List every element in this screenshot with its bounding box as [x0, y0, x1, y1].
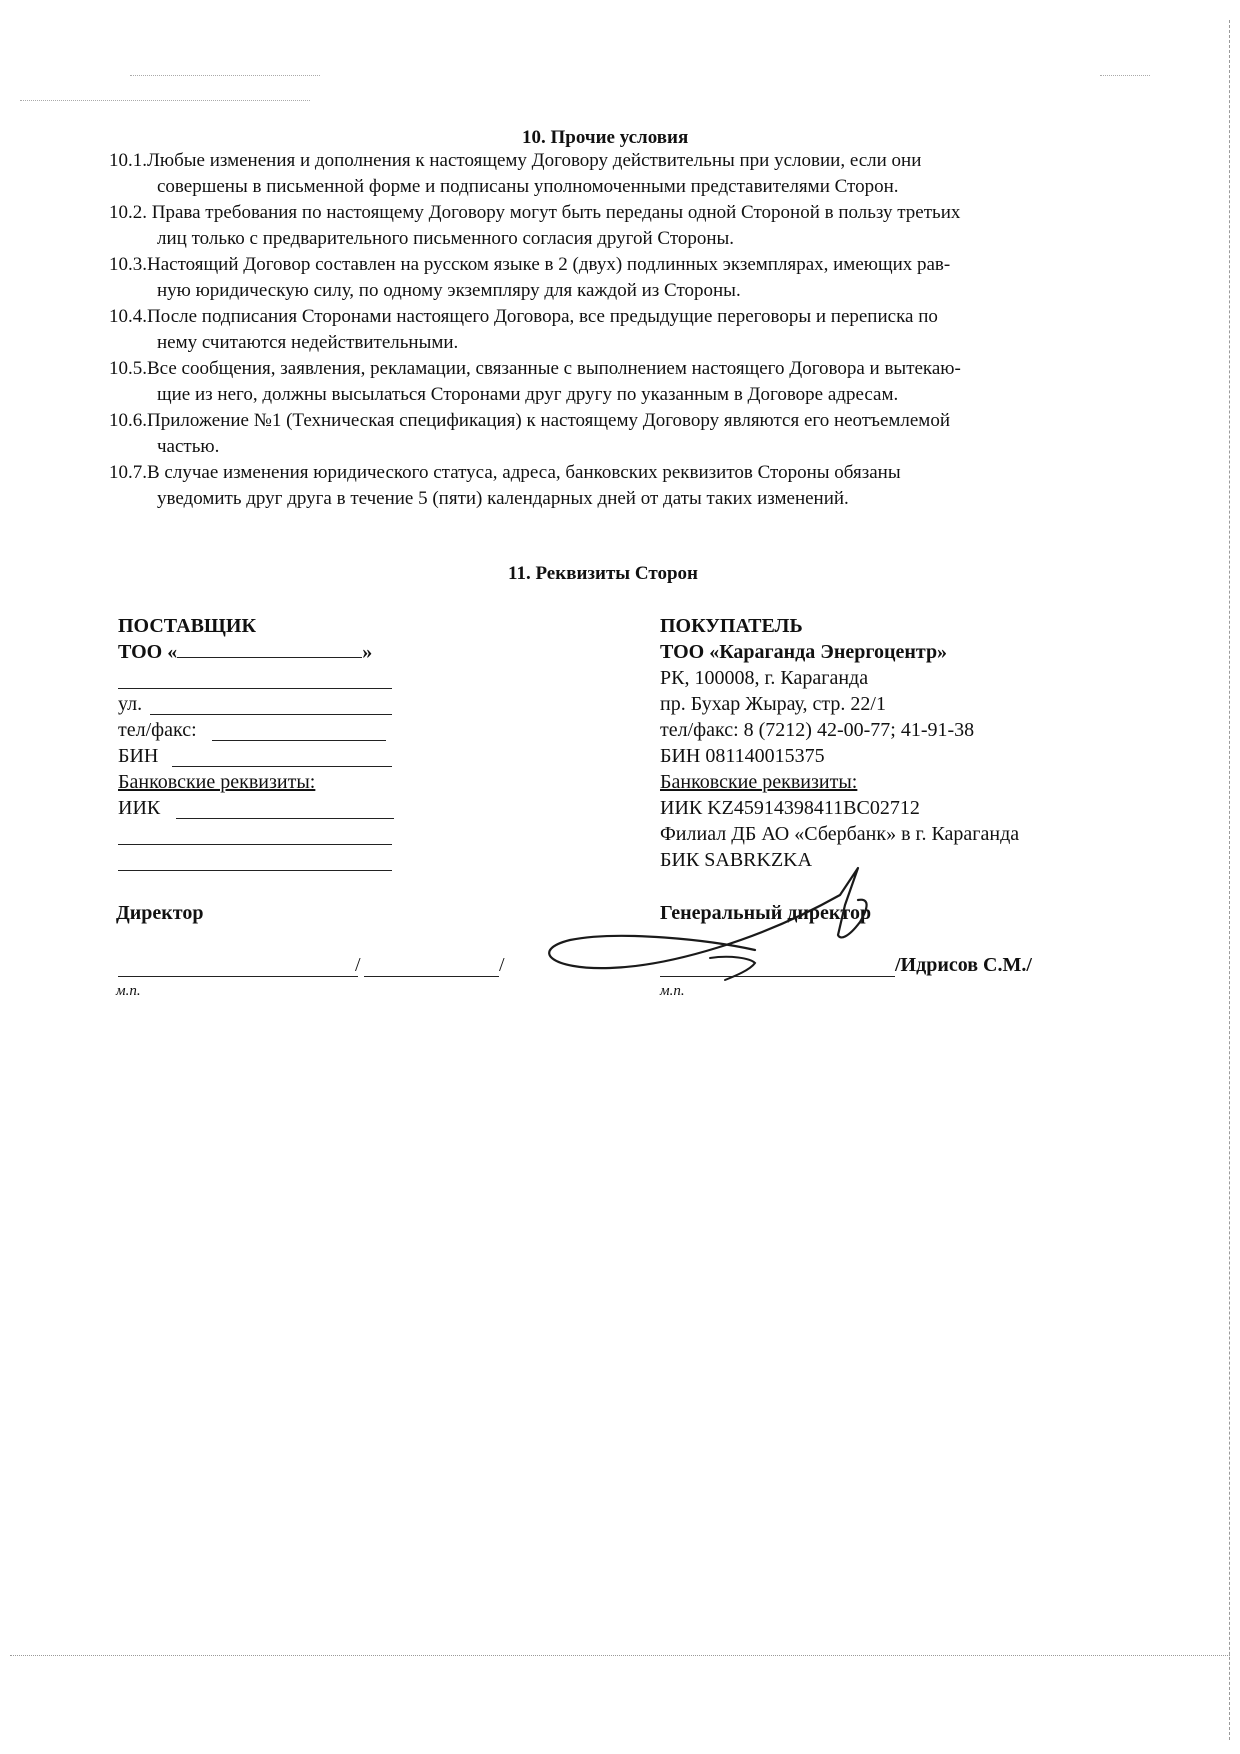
- supplier-blank-line: [118, 688, 392, 689]
- buyer-bik: БИК SABRKZKA: [660, 849, 813, 871]
- supplier-company-prefix: ТОО «: [118, 641, 178, 663]
- supplier-bin-line: [172, 766, 392, 767]
- scan-speckle: [1100, 75, 1150, 76]
- clause-line: совершены в письменной форме и подписаны уполномоченными представителями Сторон.: [157, 176, 899, 197]
- handwritten-signature: [540, 860, 900, 985]
- scan-speckle: [130, 75, 320, 76]
- clause-line: 10.2. Права требования по настоящему Договору могут быть переданы одной Стороной в пользу третьих: [109, 202, 961, 223]
- supplier-company-blank: [177, 639, 362, 658]
- clause-line: 10.4.После подписания Сторонами настоящего Договора, все предыдущие переговоры и переписка по: [109, 306, 938, 327]
- supplier-name-slash: /: [499, 954, 505, 976]
- supplier-blank-line: [118, 870, 392, 871]
- clause-line: нему считаются недействительными.: [157, 332, 459, 353]
- clause-line: щие из него, должны высылаться Сторонами друг другу по указанным в Договоре адресам.: [157, 384, 899, 405]
- buyer-bin: БИН 081140015375: [660, 745, 825, 767]
- clause-10-2: [109, 200, 1139, 252]
- buyer-position: Генеральный директор: [660, 902, 872, 924]
- scan-edge-right: [1229, 20, 1230, 1740]
- section-11-title: 11. Реквизиты Сторон: [508, 563, 698, 584]
- buyer-bank-label: Банковские реквизиты:: [660, 771, 858, 793]
- supplier-heading: ПОСТАВЩИК: [118, 615, 256, 637]
- buyer-heading: ПОКУПАТЕЛЬ: [660, 615, 803, 637]
- supplier-phone-line: [212, 740, 386, 741]
- supplier-bin-label: БИН: [118, 745, 159, 767]
- supplier-street-line: [150, 714, 392, 715]
- clause-line: 10.6.Приложение №1 (Техническая спецификация) к настоящему Договору являются его неотъемлемой: [109, 410, 951, 431]
- buyer-stamp-mark: м.п.: [660, 983, 685, 999]
- clause-10-6: [109, 408, 1139, 460]
- clause-line: лиц только с предварительного письменного согласия другой Стороны.: [157, 228, 735, 249]
- clause-10-5: [109, 356, 1139, 408]
- supplier-phone-label: тел/факс:: [118, 719, 197, 741]
- supplier-iik-label: ИИК: [118, 797, 161, 819]
- buyer-phone: тел/факс: 8 (7212) 42-00-77; 41-91-38: [660, 719, 975, 741]
- supplier-blank-line: [118, 844, 392, 845]
- scan-edge-bottom: [10, 1655, 1230, 1656]
- clause-10-7: [109, 460, 1139, 512]
- clause-line: 10.3.Настоящий Договор составлен на русском языке в 2 (двух) подлинных экземплярах, имеющих рав-: [109, 254, 951, 275]
- clause-line: уведомить друг друга в течение 5 (пяти) календарных дней от даты таких изменений.: [157, 488, 849, 509]
- supplier-stamp-mark: м.п.: [116, 983, 141, 999]
- supplier-bank-label: Банковские реквизиты:: [118, 771, 316, 793]
- clause-line: частью.: [157, 436, 220, 457]
- section-10-title: 10. Прочие условия: [522, 127, 689, 148]
- buyer-signatory: /Идрисов С.М./: [895, 954, 1032, 976]
- buyer-company: ТОО «Караганда Энергоцентр»: [660, 641, 948, 663]
- supplier-signature-slash: /: [355, 954, 361, 976]
- supplier-company: [118, 639, 372, 665]
- scan-speckle: [20, 100, 310, 101]
- buyer-iik: ИИК KZ45914398411BC02712: [660, 797, 920, 819]
- supplier-street-label: ул.: [118, 693, 143, 715]
- clause-line: 10.1.Любые изменения и дополнения к настоящему Договору действительны при условии, если они: [109, 150, 922, 171]
- buyer-address-line2: пр. Бухар Жырау, стр. 22/1: [660, 693, 886, 715]
- supplier-iik-line: [176, 818, 394, 819]
- clause-10-3: [109, 252, 1139, 304]
- supplier-company-suffix: »: [362, 641, 373, 663]
- clause-10-1: [109, 148, 1139, 200]
- buyer-address-line1: РК, 100008, г. Караганда: [660, 667, 869, 689]
- supplier-signature-line: [118, 976, 358, 977]
- clause-10-4: [109, 304, 1139, 356]
- supplier-name-line: [364, 976, 499, 977]
- buyer-branch: Филиал ДБ АО «Сбербанк» в г. Караганда: [660, 823, 1020, 845]
- clause-line: 10.5.Все сообщения, заявления, рекламации, связанные с выполнением настоящего Договора и вытекаю-: [109, 358, 961, 379]
- clause-line: ную юридическую силу, по одному экземпляру для каждой из Стороны.: [157, 280, 741, 301]
- supplier-position: Директор: [116, 902, 204, 924]
- clause-line: 10.7.В случае изменения юридического статуса, адреса, банковских реквизитов Стороны обязаны: [109, 462, 901, 483]
